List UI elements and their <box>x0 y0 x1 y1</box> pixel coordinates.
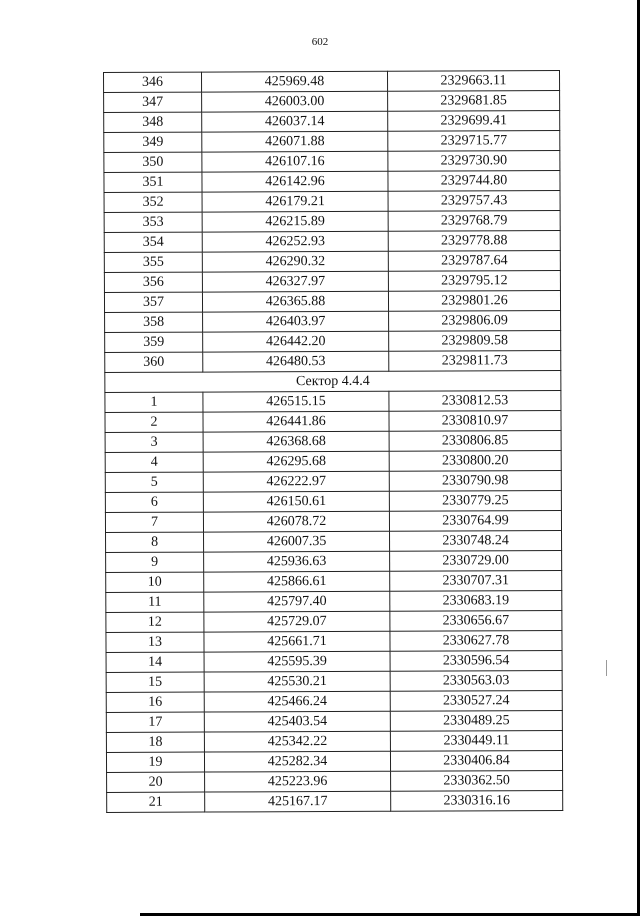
table-row <box>105 391 561 413</box>
point-number-cell: 8 <box>106 532 204 552</box>
x-coordinate-cell: 425936.63 <box>204 551 390 572</box>
x-coordinate-cell: 425530.21 <box>204 671 390 692</box>
y-coordinate-cell: 2330489.25 <box>390 711 562 732</box>
x-coordinate-cell: 425403.54 <box>204 711 390 732</box>
x-coordinate-cell: 426441.86 <box>203 411 389 432</box>
x-coordinate-cell: 425282.34 <box>204 751 390 772</box>
x-coordinate-cell: 426515.15 <box>203 391 389 412</box>
point-number-cell: 9 <box>106 552 204 572</box>
x-coordinate-cell: 425466.24 <box>204 691 390 712</box>
point-number-cell: 355 <box>104 252 202 272</box>
point-number-cell: 356 <box>104 272 202 292</box>
point-number-cell: 2 <box>105 412 203 432</box>
x-coordinate-cell: 426403.97 <box>203 311 389 332</box>
point-number-cell: 347 <box>104 92 202 112</box>
table-row <box>106 651 562 673</box>
y-coordinate-cell: 2330316.16 <box>391 791 563 812</box>
page-number: 602 <box>311 36 329 48</box>
table-row <box>104 91 560 113</box>
table-row <box>107 771 563 793</box>
point-number-cell: 10 <box>106 572 204 592</box>
point-number-cell: 12 <box>106 612 204 632</box>
x-coordinate-cell: 426365.88 <box>202 291 388 312</box>
point-number-cell: 352 <box>104 192 202 212</box>
point-number-cell: 6 <box>105 492 203 512</box>
table-row <box>106 671 562 693</box>
y-coordinate-cell: 2329801.26 <box>388 291 560 312</box>
point-number-cell: 20 <box>107 772 205 792</box>
table-row <box>107 791 563 813</box>
y-coordinate-cell: 2329663.11 <box>387 71 559 92</box>
x-coordinate-cell: 426078.72 <box>203 511 389 532</box>
x-coordinate-cell: 426037.14 <box>202 111 388 132</box>
table-row <box>104 191 560 213</box>
table-row <box>105 511 561 533</box>
x-coordinate-cell: 426442.20 <box>203 331 389 352</box>
y-coordinate-cell: 2330748.24 <box>390 531 562 552</box>
table-row <box>106 731 562 753</box>
x-coordinate-cell: 425342.22 <box>204 731 390 752</box>
point-number-cell: 13 <box>106 632 204 652</box>
y-coordinate-cell: 2330779.25 <box>389 491 561 512</box>
table-row <box>104 231 560 253</box>
table-row <box>106 591 562 613</box>
point-number-cell: 350 <box>104 152 202 172</box>
table-row <box>106 531 562 553</box>
x-coordinate-cell: 426327.97 <box>202 271 388 292</box>
y-coordinate-cell: 2329715.77 <box>388 131 560 152</box>
y-coordinate-cell: 2329699.41 <box>388 111 560 132</box>
x-coordinate-cell: 426107.16 <box>202 151 388 172</box>
point-number-cell: 11 <box>106 592 204 612</box>
point-number-cell: 353 <box>104 212 202 232</box>
y-coordinate-cell: 2329811.73 <box>389 351 561 372</box>
point-number-cell: 7 <box>105 512 203 532</box>
point-number-cell: 19 <box>106 752 204 772</box>
point-number-cell: 17 <box>106 712 204 732</box>
table-row <box>105 431 561 453</box>
y-coordinate-cell: 2329768.79 <box>388 211 560 232</box>
y-coordinate-cell: 2330729.00 <box>390 551 562 572</box>
x-coordinate-cell: 426290.32 <box>202 251 388 272</box>
point-number-cell: 351 <box>104 172 202 192</box>
y-coordinate-cell: 2330563.03 <box>390 671 562 692</box>
point-number-cell: 15 <box>106 672 204 692</box>
table-row <box>105 331 561 353</box>
point-number-cell: 354 <box>104 232 202 252</box>
x-coordinate-cell: 426007.35 <box>204 531 390 552</box>
point-number-cell: 359 <box>105 332 203 352</box>
point-number-cell: 5 <box>105 472 203 492</box>
table-row <box>104 211 560 233</box>
y-coordinate-cell: 2330362.50 <box>391 771 563 792</box>
y-coordinate-cell: 2329730.90 <box>388 151 560 172</box>
y-coordinate-cell: 2329787.64 <box>388 251 560 272</box>
x-coordinate-cell: 426179.21 <box>202 191 388 212</box>
x-coordinate-cell: 426003.00 <box>202 91 388 112</box>
x-coordinate-cell: 426222.97 <box>203 471 389 492</box>
x-coordinate-cell: 425167.17 <box>205 791 391 812</box>
table-row <box>104 251 560 273</box>
x-coordinate-cell: 426071.88 <box>202 131 388 152</box>
table-row <box>104 271 560 293</box>
point-number-cell: 21 <box>107 792 205 812</box>
y-coordinate-cell: 2330596.54 <box>390 651 562 672</box>
y-coordinate-cell: 2330627.78 <box>390 631 562 652</box>
x-coordinate-cell: 425797.40 <box>204 591 390 612</box>
table-row <box>104 151 560 173</box>
table-row <box>104 71 560 93</box>
x-coordinate-cell: 425223.96 <box>205 771 391 792</box>
x-coordinate-cell: 425866.61 <box>204 571 390 592</box>
y-coordinate-cell: 2329744.80 <box>388 171 560 192</box>
table-row <box>106 571 562 593</box>
table-row <box>106 631 562 653</box>
x-coordinate-cell: 426295.68 <box>203 451 389 472</box>
x-coordinate-cell: 425661.71 <box>204 631 390 652</box>
y-coordinate-cell: 2330707.31 <box>390 571 562 592</box>
point-number-cell: 14 <box>106 652 204 672</box>
y-coordinate-cell: 2330683.19 <box>390 591 562 612</box>
table-row <box>104 111 560 133</box>
coordinates-table <box>103 70 563 813</box>
point-number-cell: 18 <box>106 732 204 752</box>
table-row <box>104 131 560 153</box>
x-coordinate-cell: 426142.96 <box>202 171 388 192</box>
y-coordinate-cell: 2329806.09 <box>389 311 561 332</box>
table-row <box>106 691 562 713</box>
y-coordinate-cell: 2330449.11 <box>390 731 562 752</box>
y-coordinate-cell: 2330800.20 <box>389 451 561 472</box>
x-coordinate-cell: 425969.48 <box>202 71 388 92</box>
point-number-cell: 360 <box>105 352 203 372</box>
x-coordinate-cell: 426368.68 <box>203 431 389 452</box>
section-title: Сектор 4.4.4 <box>105 371 561 393</box>
y-coordinate-cell: 2329809.58 <box>389 331 561 352</box>
y-coordinate-cell: 2329778.88 <box>388 231 560 252</box>
x-coordinate-cell: 425729.07 <box>204 611 390 632</box>
point-number-cell: 346 <box>104 72 202 92</box>
x-coordinate-cell: 425595.39 <box>204 651 390 672</box>
table-row <box>105 471 561 493</box>
point-number-cell: 4 <box>105 452 203 472</box>
point-number-cell: 358 <box>105 312 203 332</box>
y-coordinate-cell: 2330656.67 <box>390 611 562 632</box>
coordinates-table-body <box>104 71 563 813</box>
point-number-cell: 349 <box>104 132 202 152</box>
table-row <box>105 451 561 473</box>
y-coordinate-cell: 2329795.12 <box>388 271 560 292</box>
y-coordinate-cell: 2329681.85 <box>388 91 560 112</box>
y-coordinate-cell: 2330764.99 <box>389 511 561 532</box>
table-row <box>106 751 562 773</box>
x-coordinate-cell: 426150.61 <box>203 491 389 512</box>
table-row <box>105 491 561 513</box>
y-coordinate-cell: 2330812.53 <box>389 391 561 412</box>
section-header-row <box>105 371 561 393</box>
y-coordinate-cell: 2330806.85 <box>389 431 561 452</box>
point-number-cell: 3 <box>105 432 203 452</box>
point-number-cell: 1 <box>105 392 203 412</box>
coordinates-table-container <box>103 70 562 813</box>
table-row <box>105 411 561 433</box>
x-coordinate-cell: 426215.89 <box>202 211 388 232</box>
table-row <box>105 311 561 333</box>
margin-mark <box>606 660 607 676</box>
table-row <box>105 351 561 373</box>
table-row <box>104 171 560 193</box>
point-number-cell: 357 <box>104 292 202 312</box>
point-number-cell: 16 <box>106 692 204 712</box>
y-coordinate-cell: 2330810.97 <box>389 411 561 432</box>
table-row <box>104 291 560 313</box>
y-coordinate-cell: 2330527.24 <box>390 691 562 712</box>
x-coordinate-cell: 426252.93 <box>202 231 388 252</box>
table-row <box>106 551 562 573</box>
x-coordinate-cell: 426480.53 <box>203 351 389 372</box>
y-coordinate-cell: 2329757.43 <box>388 191 560 212</box>
point-number-cell: 348 <box>104 112 202 132</box>
y-coordinate-cell: 2330406.84 <box>390 751 562 772</box>
table-row <box>106 711 562 733</box>
table-row <box>106 611 562 633</box>
y-coordinate-cell: 2330790.98 <box>389 471 561 492</box>
